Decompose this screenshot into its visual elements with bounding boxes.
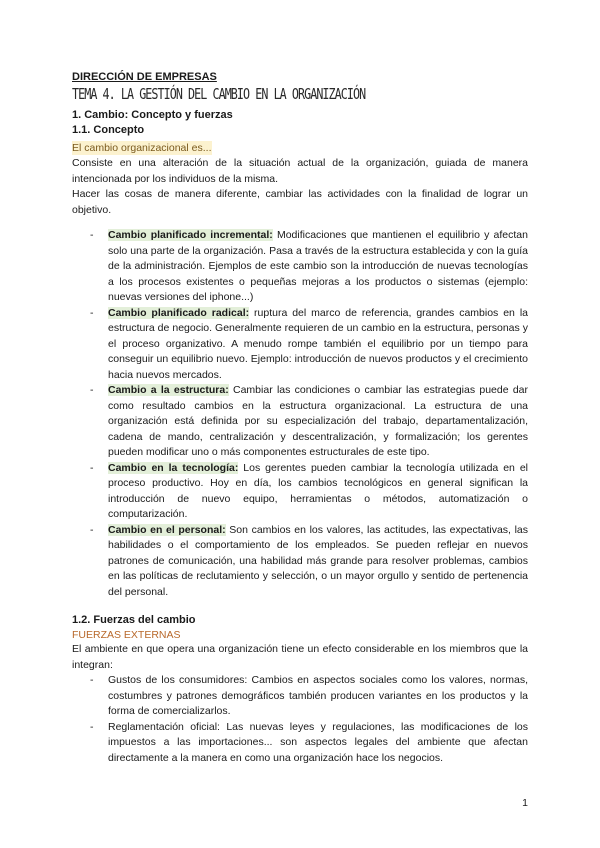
- dash-bullet: -: [90, 306, 94, 319]
- subsection-heading: 1.2. Fuerzas del cambio: [72, 614, 196, 626]
- list-item-text: Gustos de los consumidores: Cambios en aspectos sociales como los valores, normas, costumbres y patrones demográficos también producen variantes en los productos y la forma de comercializarlos.: [108, 674, 528, 717]
- dash-bullet: -: [90, 523, 94, 536]
- definition: ruptura del marco de referencia, grandes cambios en la estructura de negocio. Generalmente requieren de un cambio en la estructura, personas y el proceso organizativo. A menudo rompe también el equilibrio por un tiempo para conseguir un equilibrio nuevo. Ejemplo: introducción de nuevos productos y el crecimiento hacia nuevos mercados.: [108, 306, 528, 381]
- definition: Modificaciones que mantienen el equilibrio y afectan solo una parte de la organización. Pasa a través de la estructura establecida y con la guía de la administración. Ejemplos de este cambio son la introducción de nuevas tecnologías a los procesos existentes o pequeñas mejoras a los productos o sistemas (ejemplo: nuevas versiones del iphone...): [108, 229, 528, 303]
- paragraph: Consiste en una alteración de la situación actual de la organización, guiada de manera intencionada por los individuos de la misma.: [72, 157, 528, 185]
- dash-bullet: -: [90, 461, 94, 474]
- list-item: [72, 720, 528, 767]
- external-forces-label: FUERZAS EXTERNAS: [72, 629, 181, 641]
- term: Cambio a la estructura:: [108, 384, 229, 396]
- list-item: [72, 383, 528, 461]
- subsection-heading: 1.1. Concepto: [72, 124, 145, 136]
- course-title: DIRECCIÓN DE EMPRESAS: [72, 71, 217, 83]
- document-page: [72, 70, 528, 766]
- list-item: [72, 306, 528, 384]
- dash-bullet: -: [90, 229, 94, 241]
- topic-title: TEMA 4. LA GESTIÓN DEL CAMBIO EN LA ORGANIZACIÓN: [72, 85, 366, 103]
- list-item: [72, 228, 528, 306]
- dash-bullet: -: [90, 674, 94, 686]
- term: Cambio en la tecnología:: [108, 461, 239, 474]
- term: Cambio planificado radical:: [108, 306, 250, 319]
- paragraph: Hacer las cosas de manera diferente, cambiar las actividades con la finalidad de lograr un objetivo.: [72, 188, 528, 216]
- external-forces-list: [72, 673, 528, 766]
- list-item: [72, 673, 528, 720]
- list-item-text: Reglamentación oficial: Las nuevas leyes y regulaciones, las modificaciones de los impuestos a las importaciones... son aspectos legales del ambiente que afectan directamente a la manera en como una organización hace los negocios.: [108, 720, 528, 764]
- paragraph: El ambiente en que opera una organización tiene un efecto considerable en los miembros que la integran:: [72, 643, 528, 671]
- page-number: 1: [522, 797, 528, 809]
- term: Cambio planificado incremental:: [108, 229, 273, 241]
- term: Cambio en el personal:: [108, 523, 226, 536]
- definition: Los gerentes pueden cambiar la tecnología utilizada en el proceso productivo. Hoy en día, los cambios tecnológicos en general significan la introducción de nuevo equipo, herramientas o métodos, automatización o computarización.: [108, 461, 528, 520]
- change-types-list: [72, 228, 528, 600]
- dash-bullet: -: [90, 384, 94, 396]
- dash-bullet: -: [90, 720, 94, 733]
- section-heading: 1. Cambio: Concepto y fuerzas: [72, 109, 233, 121]
- list-item: [72, 461, 528, 523]
- definition: Cambiar las condiciones o cambiar las estrategias puede dar como resultado cambios en la estructura organizacional. La estructura de una organización está definida por su especialización del trabajo, departamentalización, cadena de mando, centralización y descentralización, y formalización; los gerentes pueden modificar uno o más componentes estructurales de este tipo.: [108, 384, 529, 458]
- forces-section: [72, 613, 528, 766]
- list-item: [72, 523, 528, 601]
- definition: Son cambios en los valores, las actitudes, las expectativas, las habilidades o el comportamiento de los empleados. Se pueden reflejar en nuevos patrones de comunicación, una habilidad más grande para resolver problemas, cambios en las políticas de reclutamiento y selección, o un mayor orgullo y sentido de pertenencia del personal.: [108, 523, 528, 598]
- highlighted-phrase: El cambio organizacional es...: [72, 142, 212, 154]
